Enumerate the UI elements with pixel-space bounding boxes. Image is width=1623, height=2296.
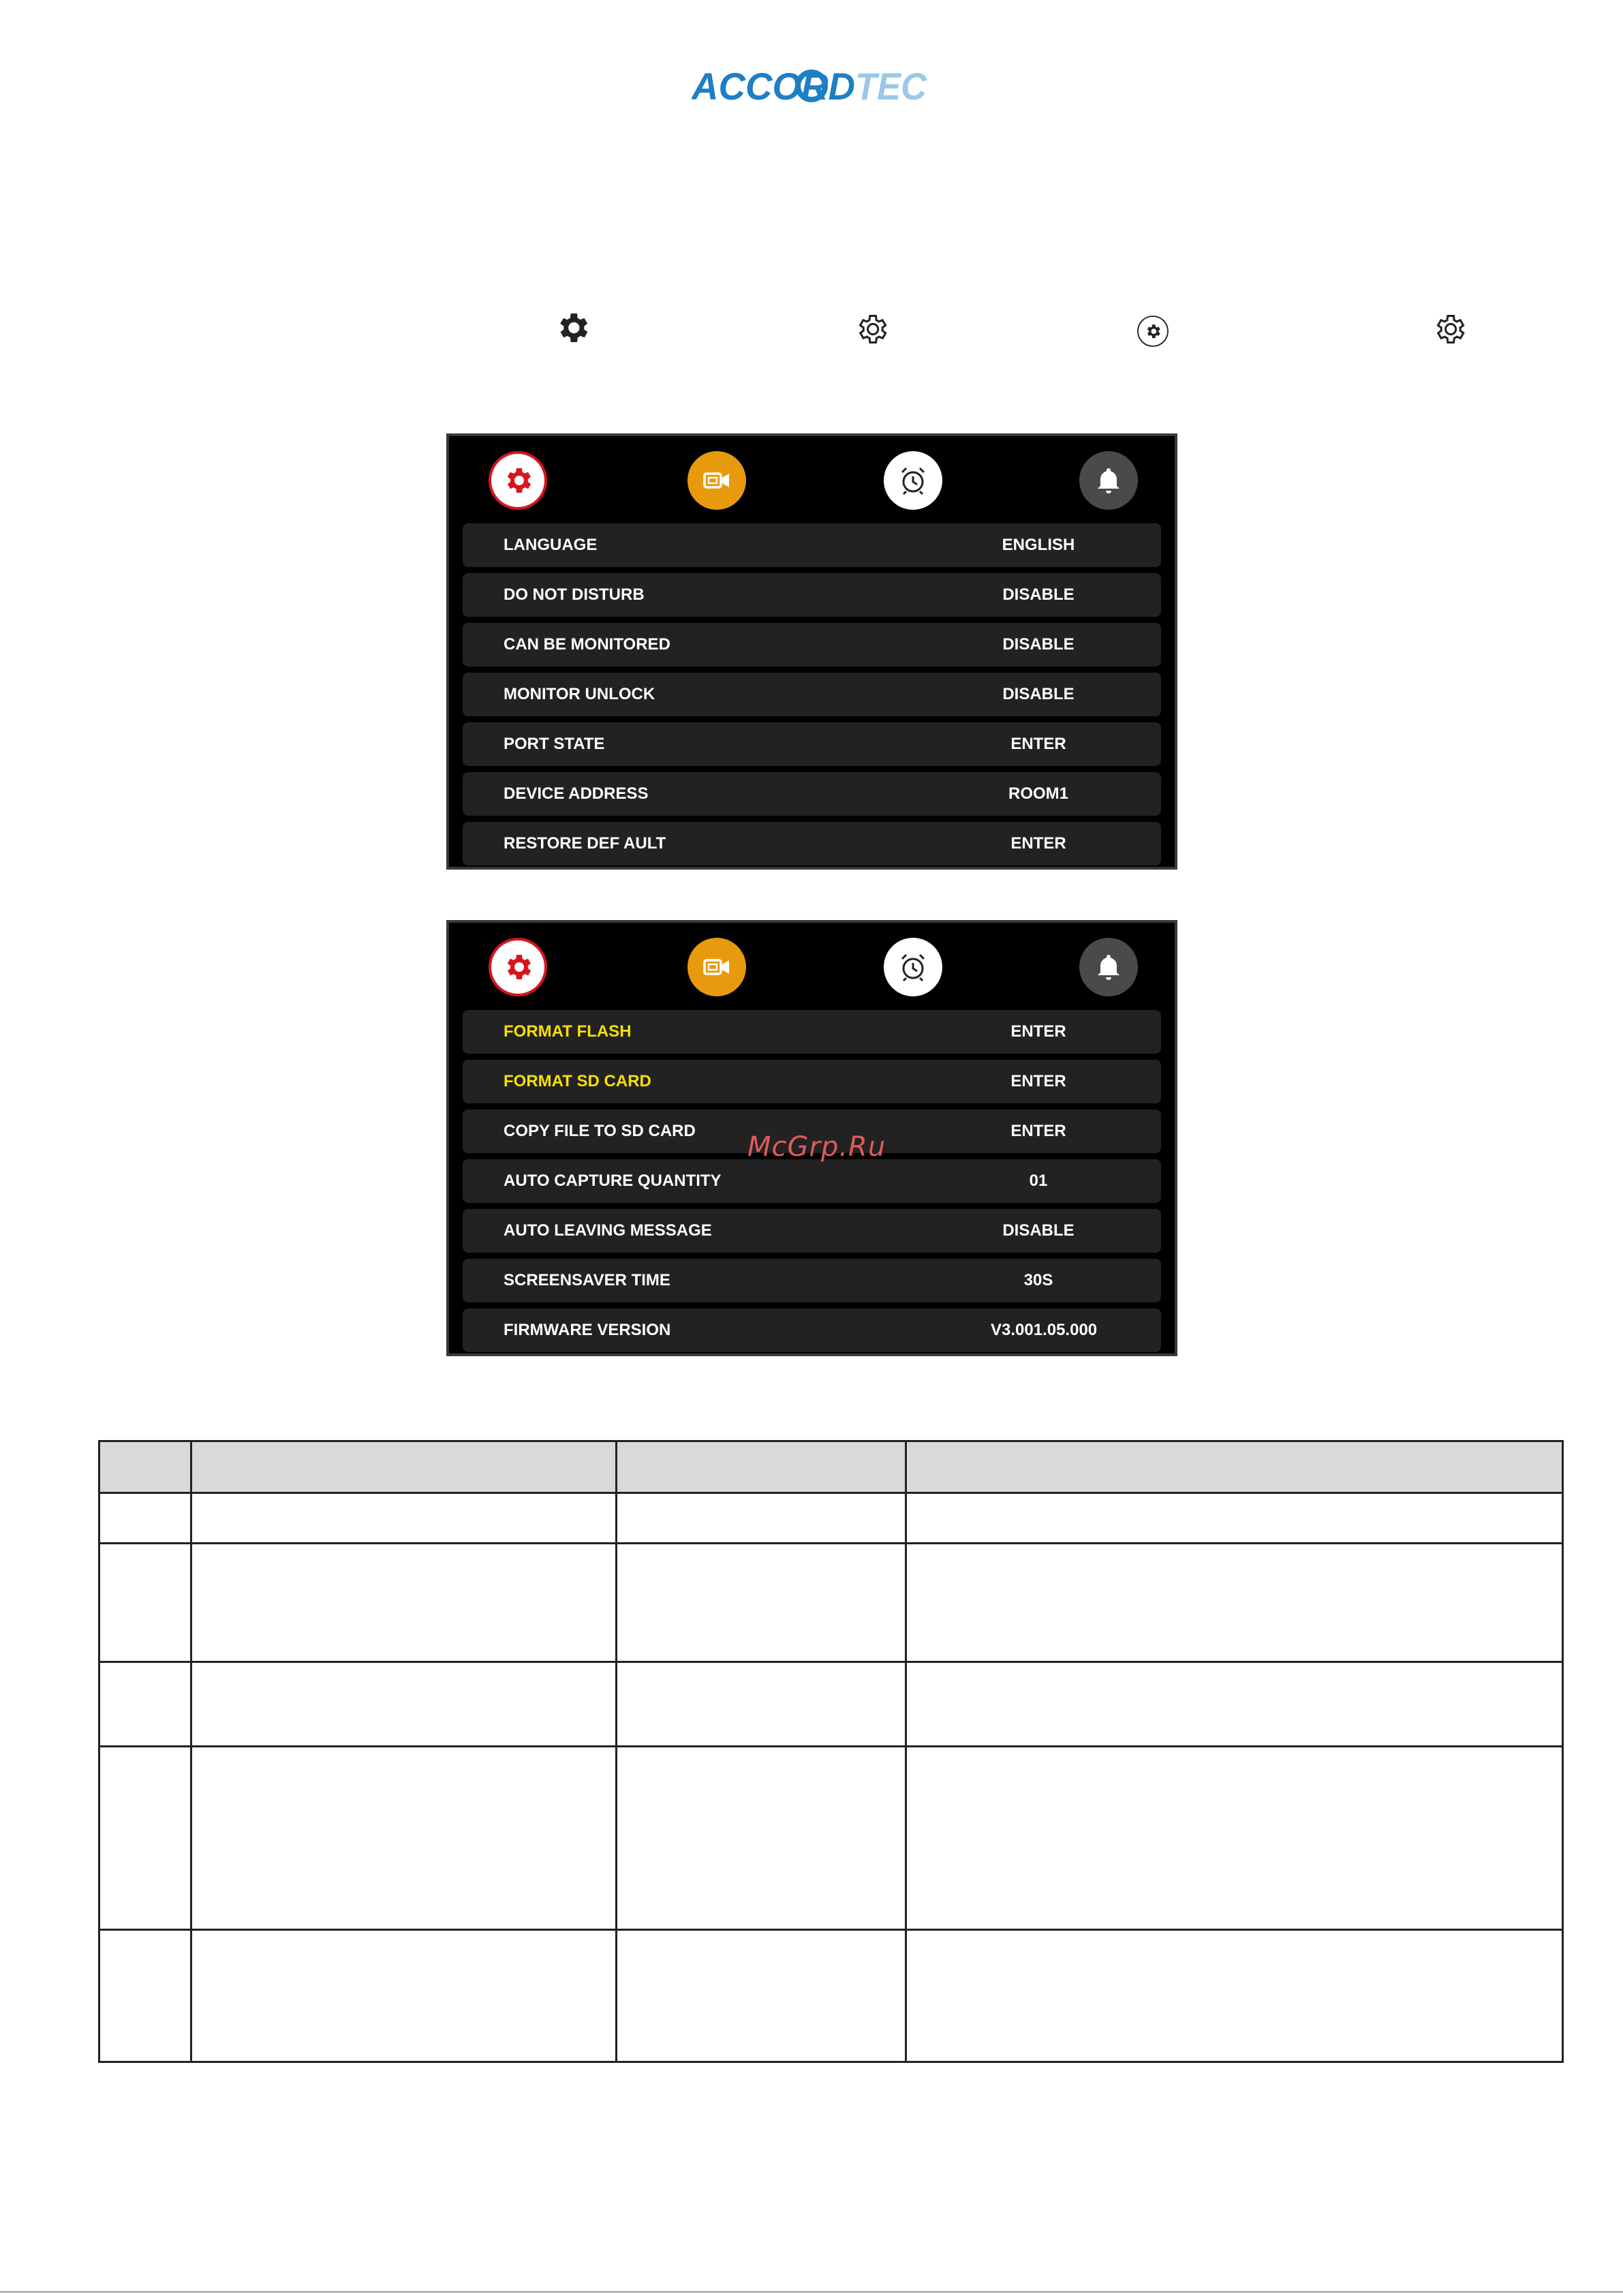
watermark: McGrp.Ru (747, 1131, 886, 1163)
bell-icon[interactable] (1079, 451, 1138, 510)
row-value: DISABLE (1002, 635, 1075, 654)
settings-icon[interactable] (489, 938, 547, 996)
empty-table (98, 1440, 1564, 2063)
row-label: RESTORE DEF AULT (504, 834, 666, 853)
row-value: ROOM1 (1008, 784, 1068, 803)
row-label: AUTO CAPTURE QUANTITY (504, 1172, 722, 1190)
menu-list (463, 523, 1161, 872)
row-value: ENTER (1010, 1072, 1066, 1090)
table-cell (190, 1542, 617, 1663)
menu-row-auto-leaving-message[interactable] (463, 1209, 1161, 1253)
svg-text:ACCORD: ACCORD (692, 65, 855, 108)
table-cell (190, 1661, 617, 1747)
menu-row-auto-capture-quantity[interactable] (463, 1159, 1161, 1203)
row-value: ENTER (1010, 1022, 1066, 1041)
row-label: SCREENSAVER TIME (504, 1271, 670, 1289)
menu-row-device-address[interactable] (463, 772, 1161, 816)
row-label: PORT STATE (504, 735, 605, 753)
table-header-cell (615, 1440, 907, 1494)
alarm-clock-icon[interactable] (884, 451, 942, 510)
table-cell (905, 1661, 1564, 1747)
menu-list (463, 1010, 1161, 1358)
gear-outline-icon (854, 311, 889, 347)
table-header-cell (905, 1440, 1564, 1494)
menu-row-language[interactable] (463, 523, 1161, 567)
row-label: MONITOR UNLOCK (504, 685, 655, 703)
row-label: FORMAT FLASH (504, 1022, 632, 1041)
row-label: FIRMWARE VERSION (504, 1321, 671, 1339)
menu-row-restore-default[interactable] (463, 822, 1161, 866)
table-cell (98, 1929, 192, 2063)
gear-small-circle-icon (1137, 315, 1169, 348)
row-value: ENTER (1010, 735, 1066, 753)
gear-solid-icon (553, 309, 591, 347)
row-label: COPY FILE TO SD CARD (504, 1122, 696, 1140)
table-cell (615, 1929, 907, 2063)
table-cell (98, 1745, 192, 1931)
row-label: DEVICE ADDRESS (504, 784, 649, 803)
settings-icon[interactable] (489, 451, 547, 510)
settings-screen-page-1 (446, 433, 1177, 870)
row-value: 01 (1029, 1172, 1048, 1190)
row-value: ENGLISH (1002, 536, 1075, 554)
menu-row-port-state[interactable] (463, 722, 1161, 766)
row-label: AUTO LEAVING MESSAGE (504, 1221, 712, 1240)
menu-row-do-not-disturb[interactable] (463, 573, 1161, 617)
table-cell (615, 1661, 907, 1747)
table-cell (615, 1492, 907, 1544)
table-header-cell (190, 1440, 617, 1494)
menu-row-can-be-monitored[interactable] (463, 623, 1161, 667)
table-cell (905, 1492, 1564, 1544)
video-icon[interactable] (687, 451, 746, 510)
row-value: 30S (1023, 1271, 1053, 1289)
table-cell (190, 1929, 617, 2063)
row-label: FORMAT SD CARD (504, 1072, 651, 1090)
table-header-cell (98, 1440, 192, 1494)
menu-row-format-flash[interactable] (463, 1010, 1161, 1054)
table-cell (905, 1542, 1564, 1663)
table-cell (905, 1929, 1564, 2063)
row-label: DO NOT DISTURB (504, 585, 645, 604)
table-cell (190, 1492, 617, 1544)
accordtec-logo (692, 63, 930, 110)
tab-bar (449, 923, 1175, 1005)
table-cell (98, 1661, 192, 1747)
table-cell (190, 1745, 617, 1931)
table-cell (905, 1745, 1564, 1931)
table-cell (98, 1492, 192, 1544)
row-value: ENTER (1010, 834, 1066, 853)
row-value: V3.001.05.000 (991, 1321, 1098, 1339)
alarm-clock-icon[interactable] (884, 938, 942, 996)
menu-row-monitor-unlock[interactable] (463, 673, 1161, 716)
menu-row-format-sd-card[interactable] (463, 1060, 1161, 1103)
menu-row-firmware-version[interactable] (463, 1308, 1161, 1352)
row-value: DISABLE (1002, 585, 1075, 604)
row-label: LANGUAGE (504, 536, 598, 554)
tab-bar (449, 436, 1175, 518)
page-bottom-rule (0, 2291, 1623, 2293)
gear-outline-icon (1432, 311, 1467, 347)
svg-text:TEC: TEC (855, 65, 928, 108)
table-cell (98, 1542, 192, 1663)
table-cell (615, 1542, 907, 1663)
row-value: DISABLE (1002, 1221, 1075, 1240)
row-value: ENTER (1010, 1122, 1066, 1140)
row-value: DISABLE (1002, 685, 1075, 703)
menu-row-screensaver-time[interactable] (463, 1259, 1161, 1302)
table-cell (615, 1745, 907, 1931)
row-label: CAN BE MONITORED (504, 635, 670, 654)
bell-icon[interactable] (1079, 938, 1138, 996)
video-icon[interactable] (687, 938, 746, 996)
